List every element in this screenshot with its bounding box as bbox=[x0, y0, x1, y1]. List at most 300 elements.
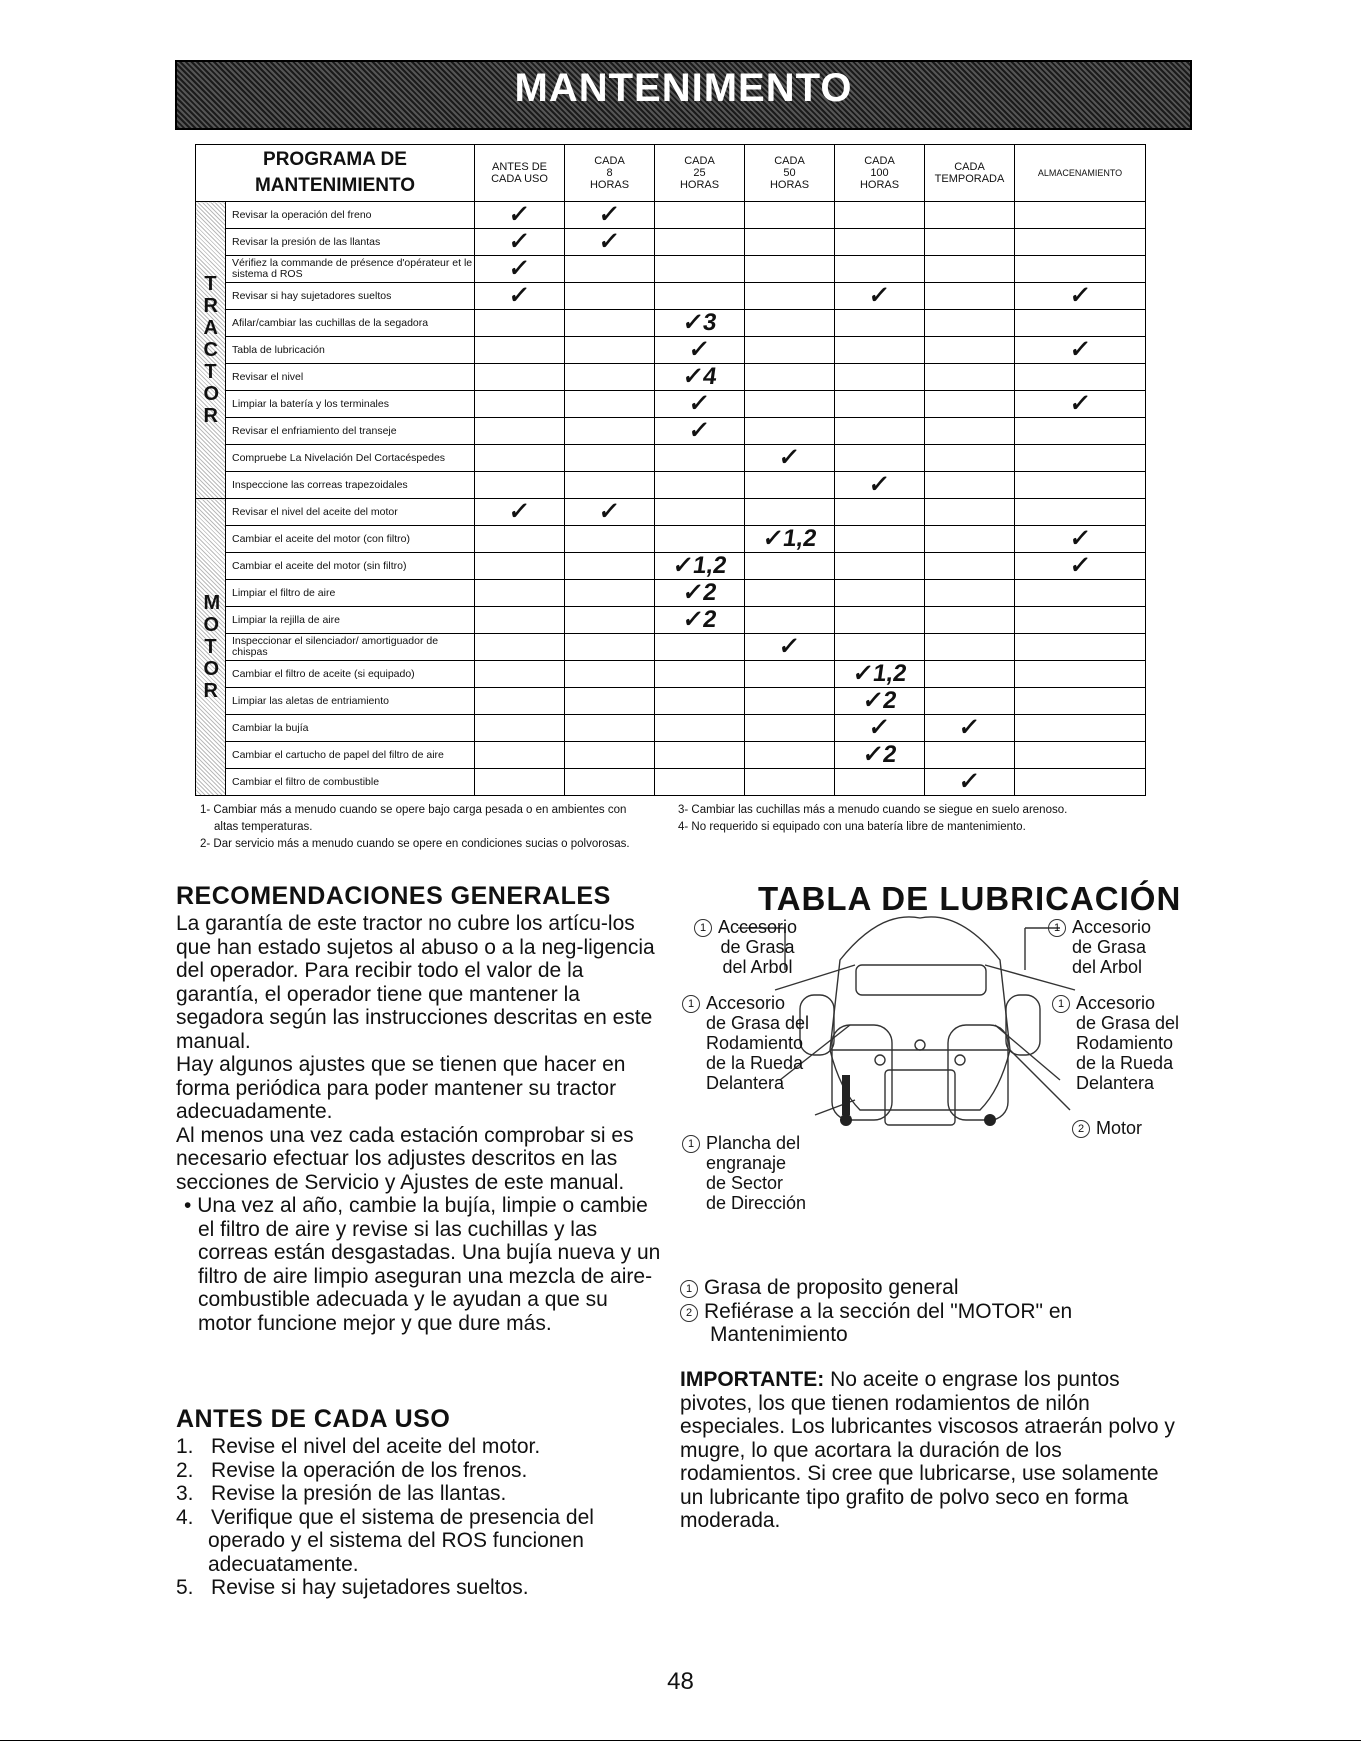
circled-number: 1 bbox=[682, 995, 700, 1013]
schedule-cell bbox=[475, 256, 565, 283]
check-mark-icon: ✓ bbox=[507, 498, 532, 525]
schedule-cell bbox=[745, 553, 835, 580]
task-label: Limpiar el filtro de aire bbox=[226, 580, 475, 607]
schedule-cell bbox=[835, 769, 925, 796]
schedule-cell bbox=[925, 310, 1015, 337]
col-header bbox=[925, 145, 1015, 202]
check-mark-icon: ✓4 bbox=[680, 363, 719, 390]
schedule-cell bbox=[1015, 364, 1146, 391]
schedule-cell bbox=[745, 499, 835, 526]
schedule-cell bbox=[475, 499, 565, 526]
schedule-cell bbox=[925, 418, 1015, 445]
schedule-cell bbox=[745, 607, 835, 634]
legend-item bbox=[680, 1276, 1180, 1300]
group-label bbox=[196, 202, 226, 499]
col-header-text: ANTES DE CADA USO bbox=[491, 161, 548, 185]
label-text: Accesorio de Grasa del Arbol bbox=[1072, 917, 1152, 977]
table-row bbox=[196, 553, 1146, 580]
schedule-cell bbox=[565, 499, 655, 526]
schedule-cell bbox=[1015, 715, 1146, 742]
schedule-cell bbox=[565, 715, 655, 742]
schedule-cell bbox=[655, 337, 745, 364]
schedule-cell bbox=[655, 553, 745, 580]
schedule-cell bbox=[925, 661, 1015, 688]
check-mark-icon: ✓1,2 bbox=[760, 525, 819, 552]
legend-item bbox=[680, 1300, 1180, 1347]
col-header-text: ALMACENAMIENTO bbox=[1037, 168, 1123, 178]
task-label: Afilar/cambiar las cuchillas de la segadora bbox=[226, 310, 475, 337]
table-row bbox=[196, 418, 1146, 445]
schedule-cell bbox=[745, 283, 835, 310]
table-row bbox=[196, 445, 1146, 472]
schedule-cell bbox=[565, 310, 655, 337]
label-rueda-left bbox=[682, 993, 809, 1093]
schedule-cell bbox=[475, 472, 565, 499]
section-banner bbox=[175, 60, 1192, 130]
schedule-cell bbox=[835, 499, 925, 526]
task-label: Revisar la operación del freno bbox=[226, 202, 475, 229]
circled-number: 1 bbox=[694, 919, 712, 937]
recomendaciones-heading: RECOMENDACIONES GENERALES bbox=[176, 882, 611, 910]
task-label: Cambiar la bujía bbox=[226, 715, 475, 742]
schedule-cell bbox=[565, 688, 655, 715]
col-header bbox=[1015, 145, 1146, 202]
schedule-cell bbox=[835, 607, 925, 634]
schedule-cell bbox=[1015, 661, 1146, 688]
task-label: Limpiar la batería y los terminales bbox=[226, 391, 475, 418]
schedule-cell bbox=[655, 499, 745, 526]
schedule-cell bbox=[835, 742, 925, 769]
schedule-cell bbox=[475, 580, 565, 607]
schedule-cell bbox=[1015, 769, 1146, 796]
schedule-cell bbox=[475, 634, 565, 661]
circled-number: 1 bbox=[1052, 995, 1070, 1013]
schedule-cell bbox=[655, 526, 745, 553]
sector-plate-icon bbox=[842, 1075, 850, 1115]
check-mark-icon: ✓ bbox=[507, 255, 532, 282]
schedule-cell bbox=[475, 688, 565, 715]
section-title: MANTENIMENTO bbox=[514, 66, 853, 110]
check-mark-icon: ✓ bbox=[1068, 525, 1093, 552]
schedule-cell bbox=[745, 202, 835, 229]
schedule-cell bbox=[655, 256, 745, 283]
schedule-cell bbox=[745, 256, 835, 283]
schedule-cell bbox=[925, 634, 1015, 661]
schedule-cell bbox=[745, 310, 835, 337]
schedule-cell bbox=[1015, 283, 1146, 310]
schedule-cell bbox=[565, 769, 655, 796]
footnotes-left bbox=[200, 802, 640, 853]
bullet-item: • Una vez al año, cambie la bujía, limpie o cambie el filtro de aire y revise si las cuchillas y las correas están desgastadas. Una bujía nueva y un filtro de aire limpio aseguran una mezcla de aire-combustible adecuada y le ayudan a que su motor funcione mejor y que dure más. bbox=[184, 1194, 661, 1335]
check-mark-icon: ✓ bbox=[867, 471, 892, 498]
schedule-cell bbox=[565, 445, 655, 472]
check-mark-icon: ✓3 bbox=[680, 309, 719, 336]
schedule-cell bbox=[925, 553, 1015, 580]
table-row bbox=[196, 499, 1146, 526]
schedule-cell bbox=[475, 715, 565, 742]
check-mark-icon: ✓ bbox=[777, 444, 802, 471]
col-header-text: CADA 50 HORAS bbox=[769, 155, 810, 191]
schedule-cell bbox=[925, 256, 1015, 283]
item-num: 2. bbox=[176, 1458, 194, 1482]
schedule-cell bbox=[1015, 688, 1146, 715]
footnote: 1- Cambiar más a menudo cuando se opere bajo carga pesada o en ambientes con altas temperaturas. bbox=[200, 804, 627, 833]
schedule-cell bbox=[745, 688, 835, 715]
item-text: Verifique que el sistema de presencia del operado y el sistema del ROS funcionen adecuatamente. bbox=[208, 1505, 594, 1576]
schedule-cell bbox=[925, 580, 1015, 607]
check-mark-icon: ✓1,2 bbox=[670, 552, 729, 579]
footnote: 2- Dar servicio más a menudo cuando se opere en condiciones sucias o polvorosas. bbox=[200, 838, 630, 850]
schedule-cell bbox=[925, 715, 1015, 742]
schedule-cell bbox=[565, 742, 655, 769]
table-row bbox=[196, 661, 1146, 688]
schedule-cell bbox=[655, 229, 745, 256]
schedule-cell bbox=[835, 715, 925, 742]
schedule-cell bbox=[925, 688, 1015, 715]
schedule-cell bbox=[835, 202, 925, 229]
bottom-rule bbox=[0, 1740, 1361, 1741]
check-mark-icon: ✓ bbox=[957, 714, 982, 741]
table-row bbox=[196, 391, 1146, 418]
task-label: Cambiar el aceite del motor (con filtro) bbox=[226, 526, 475, 553]
schedule-cell bbox=[565, 364, 655, 391]
schedule-cell bbox=[655, 580, 745, 607]
schedule-cell bbox=[655, 445, 745, 472]
schedule-cell bbox=[655, 472, 745, 499]
list-item bbox=[176, 1435, 656, 1459]
schedule-cell bbox=[835, 445, 925, 472]
schedule-cell bbox=[925, 769, 1015, 796]
task-label: Revisar la presión de las llantas bbox=[226, 229, 475, 256]
item-num: 5. bbox=[176, 1576, 194, 1599]
check-mark-icon: ✓ bbox=[1068, 552, 1093, 579]
schedule-cell bbox=[655, 661, 745, 688]
check-mark-icon: ✓ bbox=[1068, 390, 1093, 417]
label-text: Accesorio de Grasa del Rodamiento de la Rueda Delantera bbox=[1076, 993, 1180, 1093]
list-item bbox=[176, 1576, 656, 1600]
schedule-cell bbox=[565, 634, 655, 661]
check-mark-icon: ✓ bbox=[507, 228, 532, 255]
item-text: Revise si hay sujetadores sueltos. bbox=[211, 1576, 529, 1599]
col-header bbox=[655, 145, 745, 202]
col-header-text: CADA TEMPORADA bbox=[934, 161, 1005, 185]
schedule-cell bbox=[925, 499, 1015, 526]
schedule-cell bbox=[835, 229, 925, 256]
schedule-cell bbox=[565, 472, 655, 499]
schedule-cell bbox=[565, 607, 655, 634]
item-num: 4. bbox=[176, 1505, 194, 1529]
paragraph: La garantía de este tractor no cubre los artícu-los que han estado sujetos al abuso o a la neg-ligencia del operador. Para recibir todo el valor de la garantía, el operador tiene que mantener la segadora según las instrucciones descritas en este manual. bbox=[176, 912, 655, 1053]
footnote: 3- Cambiar las cuchillas más a menudo cuando se siegue en suelo arenoso. bbox=[678, 804, 1068, 816]
schedule-cell bbox=[1015, 337, 1146, 364]
table-row bbox=[196, 283, 1146, 310]
table-row bbox=[196, 337, 1146, 364]
group-label-text: MOTOR bbox=[203, 592, 221, 702]
check-mark-icon: ✓ bbox=[597, 228, 622, 255]
schedule-cell bbox=[655, 607, 745, 634]
task-label: Inspeccionar el silenciador/ amortiguador de chispas bbox=[226, 634, 475, 661]
check-mark-icon: ✓ bbox=[507, 201, 532, 228]
task-label: Revisar si hay sujetadores sueltos bbox=[226, 283, 475, 310]
table-row bbox=[196, 580, 1146, 607]
list-item bbox=[176, 1482, 656, 1506]
table-row bbox=[196, 526, 1146, 553]
schedule-cell bbox=[475, 526, 565, 553]
schedule-cell bbox=[835, 391, 925, 418]
schedule-cell bbox=[475, 607, 565, 634]
schedule-cell bbox=[475, 769, 565, 796]
schedule-cell bbox=[1015, 418, 1146, 445]
schedule-cell bbox=[835, 364, 925, 391]
circled-number: 1 bbox=[680, 1280, 698, 1298]
page-number: 48 bbox=[667, 1668, 694, 1695]
check-mark-icon: ✓ bbox=[597, 498, 622, 525]
schedule-cell bbox=[745, 661, 835, 688]
footnote: 4- No requerido si equipado con una batería libre de mantenimiento. bbox=[678, 821, 1026, 833]
table-row bbox=[196, 715, 1146, 742]
task-label: Cambiar el aceite del motor (sin filtro) bbox=[226, 553, 475, 580]
schedule-cell bbox=[565, 256, 655, 283]
circled-number: 1 bbox=[1048, 919, 1066, 937]
schedule-cell bbox=[745, 742, 835, 769]
schedule-cell bbox=[1015, 634, 1146, 661]
schedule-cell bbox=[565, 202, 655, 229]
recomendaciones-body bbox=[176, 912, 666, 1335]
col-header bbox=[745, 145, 835, 202]
item-num: 1. bbox=[176, 1435, 194, 1458]
schedule-cell bbox=[925, 742, 1015, 769]
schedule-cell bbox=[475, 364, 565, 391]
schedule-cell bbox=[1015, 472, 1146, 499]
table-row bbox=[196, 472, 1146, 499]
schedule-cell bbox=[1015, 256, 1146, 283]
schedule-cell bbox=[835, 688, 925, 715]
schedule-cell bbox=[745, 364, 835, 391]
schedule-cell bbox=[475, 661, 565, 688]
lubrication-legend bbox=[680, 1276, 1180, 1347]
schedule-cell bbox=[745, 229, 835, 256]
footnotes-right bbox=[678, 802, 1158, 836]
table-row bbox=[196, 634, 1146, 661]
important-note bbox=[680, 1368, 1180, 1533]
label-arbol-left bbox=[694, 917, 797, 977]
schedule-cell bbox=[745, 580, 835, 607]
schedule-cell bbox=[565, 229, 655, 256]
schedule-cell bbox=[745, 526, 835, 553]
table-row bbox=[196, 229, 1146, 256]
schedule-cell bbox=[655, 634, 745, 661]
schedule-cell bbox=[475, 742, 565, 769]
schedule-cell bbox=[745, 769, 835, 796]
schedule-cell bbox=[835, 580, 925, 607]
schedule-cell bbox=[835, 283, 925, 310]
col-header-text: CADA 25 HORAS bbox=[679, 155, 720, 191]
schedule-cell bbox=[475, 553, 565, 580]
schedule-cell bbox=[925, 391, 1015, 418]
task-label: Inspeccione las correas trapezoidales bbox=[226, 472, 475, 499]
schedule-cell bbox=[1015, 553, 1146, 580]
task-label: Revisar el nivel del aceite del motor bbox=[226, 499, 475, 526]
label-motor bbox=[1072, 1118, 1142, 1138]
table-row bbox=[196, 202, 1146, 229]
schedule-cell bbox=[745, 391, 835, 418]
schedule-cell bbox=[1015, 499, 1146, 526]
schedule-cell bbox=[655, 310, 745, 337]
schedule-cell bbox=[1015, 580, 1146, 607]
schedule-cell bbox=[655, 202, 745, 229]
schedule-cell bbox=[655, 364, 745, 391]
check-mark-icon: ✓ bbox=[867, 282, 892, 309]
table-row bbox=[196, 688, 1146, 715]
schedule-cell bbox=[745, 418, 835, 445]
schedule-cell bbox=[925, 526, 1015, 553]
important-text: No aceite o engrase los puntos pivotes, los que tienen rodamientos de nilón especiales. Los lubricantes viscosos atraerán polvo y mugre, lo que acortara la duración de los rodamientos. Si cree que lubricarse, use solamente un lubricante tipo grafito de polvo seco en forma moderada. bbox=[680, 1368, 1175, 1532]
schedule-cell bbox=[1015, 310, 1146, 337]
schedule-cell bbox=[745, 715, 835, 742]
schedule-cell bbox=[835, 526, 925, 553]
task-label: Limpiar la rejilla de aire bbox=[226, 607, 475, 634]
check-mark-icon: ✓2 bbox=[680, 606, 719, 633]
schedule-cell bbox=[835, 634, 925, 661]
schedule-cell bbox=[835, 472, 925, 499]
schedule-cell bbox=[835, 661, 925, 688]
label-text: Plancha del engranaje de Sector de Dirección bbox=[706, 1133, 807, 1213]
lubrication-title: TABLA DE LUBRICACIÓN bbox=[758, 880, 1182, 917]
schedule-cell bbox=[475, 418, 565, 445]
task-label: Cambiar el cartucho de papel del filtro de aire bbox=[226, 742, 475, 769]
task-label: Tabla de lubricación bbox=[226, 337, 475, 364]
schedule-cell bbox=[835, 553, 925, 580]
schedule-header-main bbox=[196, 145, 475, 202]
schedule-cell bbox=[925, 229, 1015, 256]
check-mark-icon: ✓1,2 bbox=[850, 660, 909, 687]
paragraph: Hay algunos ajustes que se tienen que hacer en forma periódica para poder mantener su tractor adecuadamente. bbox=[176, 1053, 626, 1123]
schedule-cell bbox=[1015, 202, 1146, 229]
schedule-cell bbox=[835, 418, 925, 445]
schedule-cell bbox=[925, 445, 1015, 472]
schedule-cell bbox=[475, 202, 565, 229]
col-header bbox=[475, 145, 565, 202]
task-label: Vérifiez la commande de présence d'opérateur et le sistema d ROS bbox=[226, 256, 475, 283]
bullet-text: Una vez al año, cambie la bujía, limpie o cambie el filtro de aire y revise si las cuchillas y las correas están desgastadas. Una bujía nueva y un filtro de aire limpio aseguran una mezcla de aire-combustible adecuada y le ayudan a que su motor funcione mejor y que dure más. bbox=[197, 1194, 661, 1335]
schedule-cell bbox=[745, 634, 835, 661]
check-mark-icon: ✓2 bbox=[860, 687, 899, 714]
table-row bbox=[196, 256, 1146, 283]
check-mark-icon: ✓ bbox=[687, 417, 712, 444]
legend-text: Refiérase a la sección del "MOTOR" en Mantenimiento bbox=[704, 1299, 1073, 1346]
legend-text: Grasa de proposito general bbox=[704, 1276, 959, 1299]
col-header bbox=[835, 145, 925, 202]
maintenance-schedule-table bbox=[195, 144, 1146, 796]
important-label: IMPORTANTE: bbox=[680, 1368, 825, 1391]
schedule-cell bbox=[1015, 445, 1146, 472]
schedule-cell bbox=[925, 364, 1015, 391]
circled-number: 2 bbox=[1072, 1120, 1090, 1138]
group-label-text: TRACTOR bbox=[203, 273, 220, 427]
check-mark-icon: ✓2 bbox=[860, 741, 899, 768]
schedule-cell bbox=[475, 310, 565, 337]
schedule-cell bbox=[655, 715, 745, 742]
schedule-cell bbox=[835, 256, 925, 283]
check-mark-icon: ✓ bbox=[1068, 336, 1093, 363]
label-rueda-right bbox=[1052, 993, 1179, 1093]
schedule-cell bbox=[925, 202, 1015, 229]
check-mark-icon: ✓ bbox=[1068, 282, 1093, 309]
schedule-cell bbox=[745, 445, 835, 472]
table-row bbox=[196, 607, 1146, 634]
check-mark-icon: ✓ bbox=[777, 633, 802, 660]
schedule-cell bbox=[655, 391, 745, 418]
check-mark-icon: ✓ bbox=[687, 390, 712, 417]
schedule-cell bbox=[565, 337, 655, 364]
check-mark-icon: ✓2 bbox=[680, 579, 719, 606]
schedule-header-row bbox=[196, 145, 1146, 202]
check-mark-icon: ✓ bbox=[867, 714, 892, 741]
schedule-cell bbox=[1015, 229, 1146, 256]
header-main-text: PROGRAMA DE MANTENIMIENTO bbox=[254, 149, 416, 196]
task-label: Cambiar el filtro de combustible bbox=[226, 769, 475, 796]
schedule-cell bbox=[1015, 391, 1146, 418]
label-text: Accesorio de Grasa del Rodamiento de la Rueda Delantera bbox=[706, 993, 810, 1093]
schedule-cell bbox=[475, 229, 565, 256]
label-text: Motor bbox=[1096, 1118, 1143, 1138]
schedule-cell bbox=[475, 391, 565, 418]
item-num: 3. bbox=[176, 1482, 194, 1505]
task-label: Limpiar las aletas de entriamiento bbox=[226, 688, 475, 715]
paragraph: Al menos una vez cada estación comprobar si es necesario efectuar los adjustes descritos en las secciones de Servicio y Ajustes de este manual. bbox=[176, 1123, 634, 1194]
schedule-cell bbox=[1015, 742, 1146, 769]
schedule-cell bbox=[565, 418, 655, 445]
schedule-cell bbox=[925, 472, 1015, 499]
schedule-cell bbox=[745, 337, 835, 364]
item-text: Revise la operación de los frenos. bbox=[211, 1458, 528, 1482]
schedule-cell bbox=[745, 472, 835, 499]
schedule-cell bbox=[565, 580, 655, 607]
table-row bbox=[196, 364, 1146, 391]
schedule-cell bbox=[835, 337, 925, 364]
list-item bbox=[176, 1506, 656, 1577]
col-header-text: CADA 100 HORAS bbox=[859, 155, 900, 191]
schedule-cell bbox=[565, 526, 655, 553]
table-row bbox=[196, 769, 1146, 796]
item-text: Revise el nivel del aceite del motor. bbox=[211, 1435, 541, 1458]
schedule-cell bbox=[655, 283, 745, 310]
antes-heading: ANTES DE CADA USO bbox=[176, 1405, 451, 1433]
schedule-cell bbox=[835, 310, 925, 337]
task-label: Compruebe La Nivelación Del Cortacéspedes bbox=[226, 445, 475, 472]
check-mark-icon: ✓ bbox=[507, 282, 532, 309]
check-mark-icon: ✓ bbox=[597, 201, 622, 228]
schedule-cell bbox=[475, 283, 565, 310]
list-item bbox=[176, 1459, 656, 1483]
antes-list bbox=[176, 1435, 656, 1600]
schedule-cell bbox=[1015, 607, 1146, 634]
schedule-cell bbox=[925, 337, 1015, 364]
schedule-cell bbox=[655, 769, 745, 796]
schedule-cell bbox=[475, 337, 565, 364]
schedule-cell bbox=[565, 553, 655, 580]
schedule-cell bbox=[565, 283, 655, 310]
task-label: Cambiar el filtro de aceite (si equipado) bbox=[226, 661, 475, 688]
schedule-cell bbox=[565, 391, 655, 418]
schedule-cell bbox=[565, 661, 655, 688]
group-label bbox=[196, 499, 226, 796]
task-label: Revisar el nivel bbox=[226, 364, 475, 391]
label-sector bbox=[682, 1133, 806, 1213]
schedule-cell bbox=[1015, 526, 1146, 553]
schedule-cell bbox=[655, 418, 745, 445]
check-mark-icon: ✓ bbox=[687, 336, 712, 363]
